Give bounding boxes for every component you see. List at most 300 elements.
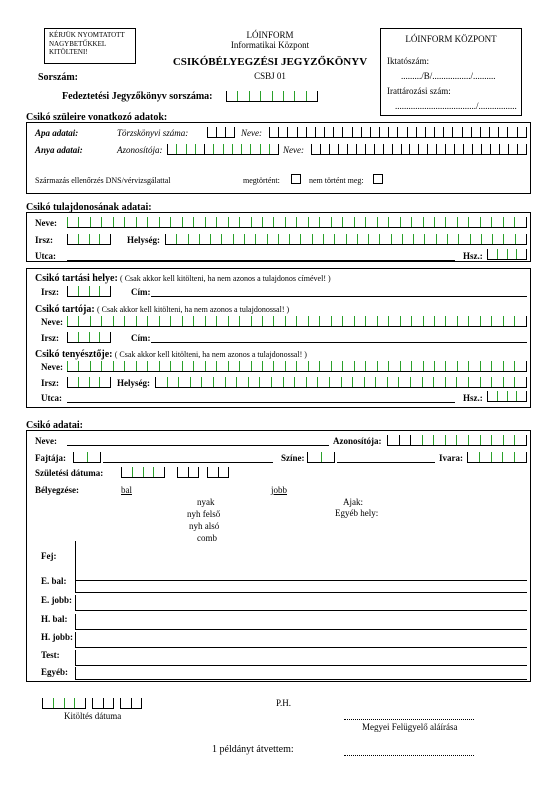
grid-cell[interactable]	[391, 234, 402, 245]
grid-cell[interactable]	[193, 217, 204, 228]
grid-cell[interactable]	[445, 316, 456, 327]
grid-cell[interactable]	[503, 316, 514, 327]
grid-cell[interactable]	[401, 144, 410, 155]
grid-cell[interactable]	[285, 361, 296, 372]
owner-neve-grid[interactable]	[67, 217, 527, 228]
grid-cell[interactable]	[507, 249, 517, 260]
grid-cell[interactable]	[352, 127, 361, 138]
grid-cell[interactable]	[480, 377, 492, 388]
grid-cell[interactable]	[480, 316, 491, 327]
apa-neve-grid[interactable]	[269, 127, 527, 138]
grid-cell[interactable]	[365, 316, 376, 327]
grid-cell[interactable]	[436, 144, 445, 155]
atvettem-line[interactable]	[344, 755, 474, 756]
grid-cell[interactable]	[413, 234, 424, 245]
grid-cell[interactable]	[342, 217, 353, 228]
grid-cell[interactable]	[228, 316, 239, 327]
breeder-helyseg-grid[interactable]	[155, 377, 527, 388]
grid-cell[interactable]	[221, 234, 232, 245]
grid-cell[interactable]	[273, 316, 284, 327]
grid-cell[interactable]	[306, 127, 315, 138]
grid-cell[interactable]	[251, 217, 262, 228]
grid-cell[interactable]	[228, 217, 239, 228]
grid-cell[interactable]	[132, 467, 143, 478]
grid-cell[interactable]	[491, 435, 503, 446]
grid-cell[interactable]	[90, 361, 101, 372]
grid-cell[interactable]	[388, 127, 397, 138]
grid-cell[interactable]	[468, 377, 480, 388]
grid-cell[interactable]	[260, 91, 271, 102]
grid-cell[interactable]	[147, 361, 158, 372]
grid-cell[interactable]	[329, 144, 338, 155]
grid-cell[interactable]	[248, 377, 260, 388]
keeper-cim-line[interactable]	[151, 296, 527, 297]
grid-cell[interactable]	[101, 316, 112, 327]
grid-cell[interactable]	[487, 391, 497, 402]
grid-cell[interactable]	[249, 91, 260, 102]
foal-szul-day[interactable]	[207, 467, 229, 478]
grid-cell[interactable]	[159, 361, 170, 372]
grid-cell[interactable]	[410, 435, 422, 446]
grid-cell[interactable]	[239, 316, 250, 327]
grid-cell[interactable]	[374, 144, 383, 155]
grid-cell[interactable]	[377, 316, 388, 327]
grid-cell[interactable]	[480, 435, 492, 446]
grid-cell[interactable]	[315, 127, 324, 138]
foal-szul-month[interactable]	[177, 467, 199, 478]
grid-cell[interactable]	[92, 698, 103, 709]
owner-utca-line[interactable]	[67, 260, 455, 261]
grid-cell[interactable]	[78, 234, 89, 245]
grid-cell[interactable]	[445, 435, 457, 446]
grid-cell[interactable]	[491, 452, 503, 463]
grid-cell[interactable]	[400, 217, 411, 228]
grid-cell[interactable]	[78, 286, 89, 297]
grid-cell[interactable]	[377, 361, 388, 372]
grid-cell[interactable]	[481, 144, 490, 155]
anya-azon-grid[interactable]	[167, 144, 279, 155]
grid-cell[interactable]	[319, 217, 330, 228]
grid-cell[interactable]	[136, 316, 147, 327]
grid-cell[interactable]	[205, 217, 216, 228]
grid-cell[interactable]	[514, 435, 527, 446]
foal-fajta-grid[interactable]	[73, 452, 101, 463]
grid-cell[interactable]	[233, 234, 244, 245]
grid-cell[interactable]	[241, 144, 250, 155]
grid-cell[interactable]	[225, 127, 235, 138]
grid-cell[interactable]	[411, 361, 422, 372]
grid-cell[interactable]	[201, 377, 213, 388]
grid-cell[interactable]	[331, 361, 342, 372]
grid-cell[interactable]	[324, 127, 333, 138]
grid-cell[interactable]	[250, 144, 259, 155]
grid-cell[interactable]	[101, 361, 112, 372]
grid-cell[interactable]	[296, 361, 307, 372]
grid-cell[interactable]	[207, 127, 216, 138]
torzs-grid[interactable]	[207, 127, 235, 138]
grid-cell[interactable]	[352, 377, 364, 388]
grid-cell[interactable]	[285, 217, 296, 228]
grid-cell[interactable]	[407, 127, 416, 138]
grid-cell[interactable]	[287, 127, 296, 138]
grid-cell[interactable]	[67, 361, 78, 372]
grid-cell[interactable]	[90, 316, 101, 327]
grid-cell[interactable]	[487, 249, 497, 260]
grid-cell[interactable]	[480, 127, 489, 138]
grid-cell[interactable]	[423, 217, 434, 228]
grid-cell[interactable]	[294, 377, 306, 388]
grid-cell[interactable]	[67, 234, 78, 245]
grid-cell[interactable]	[411, 217, 422, 228]
grid-cell[interactable]	[356, 144, 365, 155]
grid-cell[interactable]	[503, 377, 515, 388]
grid-cell[interactable]	[445, 217, 456, 228]
holder-irsz-grid[interactable]	[67, 332, 111, 343]
grid-cell[interactable]	[251, 361, 262, 372]
grid-cell[interactable]	[188, 467, 200, 478]
grid-cell[interactable]	[213, 377, 225, 388]
alairas-line[interactable]	[344, 719, 474, 720]
grid-cell[interactable]	[67, 316, 78, 327]
kitoltes-month-grid[interactable]	[92, 698, 114, 709]
grid-cell[interactable]	[457, 361, 468, 372]
grid-cell[interactable]	[423, 316, 434, 327]
grid-cell[interactable]	[470, 234, 481, 245]
grid-cell[interactable]	[308, 217, 319, 228]
holder-cim-line[interactable]	[151, 342, 527, 343]
grid-cell[interactable]	[492, 234, 503, 245]
grid-cell[interactable]	[514, 377, 527, 388]
grid-cell[interactable]	[427, 144, 436, 155]
grid-cell[interactable]	[379, 127, 388, 138]
grid-cell[interactable]	[354, 361, 365, 372]
grid-cell[interactable]	[392, 144, 401, 155]
grid-cell[interactable]	[317, 377, 329, 388]
grid-cell[interactable]	[434, 217, 445, 228]
grid-cell[interactable]	[78, 332, 89, 343]
grid-cell[interactable]	[226, 91, 237, 102]
grid-cell[interactable]	[333, 127, 342, 138]
grid-cell[interactable]	[368, 234, 379, 245]
grid-cell[interactable]	[341, 377, 353, 388]
grid-cell[interactable]	[400, 361, 411, 372]
grid-cell[interactable]	[273, 217, 284, 228]
grid-cell[interactable]	[331, 316, 342, 327]
grid-cell[interactable]	[423, 361, 434, 372]
owner-hsz-grid[interactable]	[487, 249, 527, 260]
grid-cell[interactable]	[388, 361, 399, 372]
grid-cell[interactable]	[216, 127, 225, 138]
grid-cell[interactable]	[210, 234, 221, 245]
mark-row-test-box[interactable]	[75, 650, 527, 666]
grid-cell[interactable]	[159, 217, 170, 228]
grid-cell[interactable]	[507, 391, 517, 402]
grid-cell[interactable]	[103, 698, 115, 709]
mark-row-fej-box[interactable]	[75, 541, 527, 581]
grid-cell[interactable]	[375, 377, 387, 388]
grid-cell[interactable]	[445, 144, 454, 155]
grid-cell[interactable]	[387, 435, 399, 446]
grid-cell[interactable]	[491, 316, 502, 327]
grid-cell[interactable]	[99, 286, 111, 297]
keeper-irsz-grid[interactable]	[67, 286, 111, 297]
grid-cell[interactable]	[342, 361, 353, 372]
grid-cell[interactable]	[503, 217, 514, 228]
grid-cell[interactable]	[267, 234, 278, 245]
grid-cell[interactable]	[262, 316, 273, 327]
grid-cell[interactable]	[113, 217, 124, 228]
grid-cell[interactable]	[190, 377, 202, 388]
grid-cell[interactable]	[153, 467, 165, 478]
iktato-value[interactable]: ........./B/................./..........	[401, 71, 496, 81]
grid-cell[interactable]	[74, 698, 86, 709]
grid-cell[interactable]	[188, 234, 199, 245]
grid-cell[interactable]	[89, 377, 100, 388]
grid-cell[interactable]	[347, 144, 356, 155]
grid-cell[interactable]	[216, 217, 227, 228]
foal-fajta-line[interactable]	[103, 462, 273, 463]
grid-cell[interactable]	[517, 144, 527, 155]
grid-cell[interactable]	[193, 316, 204, 327]
grid-cell[interactable]	[251, 316, 262, 327]
breeder-hsz-grid[interactable]	[487, 391, 527, 402]
grid-cell[interactable]	[319, 361, 330, 372]
grid-cell[interactable]	[99, 377, 111, 388]
grid-cell[interactable]	[170, 217, 181, 228]
grid-cell[interactable]	[273, 361, 284, 372]
grid-cell[interactable]	[329, 377, 341, 388]
grid-cell[interactable]	[400, 316, 411, 327]
grid-cell[interactable]	[462, 127, 471, 138]
grid-cell[interactable]	[294, 91, 305, 102]
breeder-neve-grid[interactable]	[67, 361, 527, 372]
grid-cell[interactable]	[296, 316, 307, 327]
grid-cell[interactable]	[468, 361, 479, 372]
grid-cell[interactable]	[399, 435, 411, 446]
grid-cell[interactable]	[361, 127, 370, 138]
grid-cell[interactable]	[78, 316, 89, 327]
grid-cell[interactable]	[379, 234, 390, 245]
grid-cell[interactable]	[342, 316, 353, 327]
grid-cell[interactable]	[468, 316, 479, 327]
grid-cell[interactable]	[159, 316, 170, 327]
grid-cell[interactable]	[387, 377, 399, 388]
grid-cell[interactable]	[467, 452, 479, 463]
grid-cell[interactable]	[78, 217, 89, 228]
grid-cell[interactable]	[490, 144, 499, 155]
grid-cell[interactable]	[458, 234, 469, 245]
grid-cell[interactable]	[272, 91, 283, 102]
grid-cell[interactable]	[489, 127, 498, 138]
grid-cell[interactable]	[312, 234, 323, 245]
grid-cell[interactable]	[237, 91, 248, 102]
grid-cell[interactable]	[491, 377, 503, 388]
grid-cell[interactable]	[445, 377, 457, 388]
grid-cell[interactable]	[388, 217, 399, 228]
grid-cell[interactable]	[445, 361, 456, 372]
grid-cell[interactable]	[321, 452, 336, 463]
grid-cell[interactable]	[433, 377, 445, 388]
grid-cell[interactable]	[503, 361, 514, 372]
grid-cell[interactable]	[207, 467, 218, 478]
anya-neve-grid[interactable]	[311, 144, 527, 155]
grid-cell[interactable]	[262, 361, 273, 372]
grid-cell[interactable]	[514, 316, 526, 327]
nemtortent-checkbox[interactable]	[373, 174, 383, 184]
grid-cell[interactable]	[223, 144, 232, 155]
foal-ivara-grid[interactable]	[467, 452, 527, 463]
grid-cell[interactable]	[514, 217, 526, 228]
grid-cell[interactable]	[411, 316, 422, 327]
grid-cell[interactable]	[516, 249, 527, 260]
grid-cell[interactable]	[422, 435, 434, 446]
grid-cell[interactable]	[508, 144, 517, 155]
grid-cell[interactable]	[113, 316, 124, 327]
grid-cell[interactable]	[388, 316, 399, 327]
grid-cell[interactable]	[99, 332, 111, 343]
grid-cell[interactable]	[285, 316, 296, 327]
grid-cell[interactable]	[434, 361, 445, 372]
grid-cell[interactable]	[124, 217, 135, 228]
grid-cell[interactable]	[418, 144, 427, 155]
grid-cell[interactable]	[416, 127, 425, 138]
grid-cell[interactable]	[269, 144, 279, 155]
grid-cell[interactable]	[323, 234, 334, 245]
grid-cell[interactable]	[167, 377, 179, 388]
grid-cell[interactable]	[199, 234, 210, 245]
grid-cell[interactable]	[73, 452, 87, 463]
grid-cell[interactable]	[170, 361, 181, 372]
grid-cell[interactable]	[269, 127, 278, 138]
holder-neve-grid[interactable]	[67, 316, 527, 327]
grid-cell[interactable]	[255, 234, 266, 245]
grid-cell[interactable]	[278, 234, 289, 245]
grid-cell[interactable]	[300, 234, 311, 245]
grid-cell[interactable]	[434, 127, 443, 138]
grid-cell[interactable]	[454, 144, 463, 155]
grid-cell[interactable]	[78, 377, 89, 388]
grid-cell[interactable]	[308, 316, 319, 327]
grid-cell[interactable]	[516, 391, 527, 402]
grid-cell[interactable]	[311, 144, 320, 155]
grid-cell[interactable]	[308, 361, 319, 372]
grid-cell[interactable]	[177, 467, 188, 478]
foal-szine-line[interactable]	[337, 462, 435, 463]
grid-cell[interactable]	[239, 217, 250, 228]
grid-cell[interactable]	[136, 217, 147, 228]
mark-row-hbal-box[interactable]	[75, 614, 527, 630]
breeder-irsz-grid[interactable]	[67, 377, 111, 388]
grid-cell[interactable]	[232, 144, 241, 155]
grid-cell[interactable]	[271, 377, 283, 388]
grid-cell[interactable]	[67, 217, 78, 228]
grid-cell[interactable]	[155, 377, 167, 388]
grid-cell[interactable]	[472, 144, 481, 155]
grid-cell[interactable]	[176, 144, 185, 155]
grid-cell[interactable]	[182, 217, 193, 228]
mark-row-ejobb-box[interactable]	[75, 595, 527, 611]
grid-cell[interactable]	[507, 127, 516, 138]
grid-cell[interactable]	[260, 144, 269, 155]
grid-cell[interactable]	[331, 217, 342, 228]
kitoltes-day-grid[interactable]	[120, 698, 142, 709]
grid-cell[interactable]	[480, 361, 491, 372]
owner-helyseg-grid[interactable]	[165, 234, 527, 245]
grid-cell[interactable]	[113, 361, 124, 372]
grid-cell[interactable]	[357, 234, 368, 245]
mark-row-ebal-box[interactable]	[75, 577, 527, 593]
fedezteti-grid[interactable]	[226, 91, 318, 102]
grid-cell[interactable]	[468, 435, 480, 446]
grid-cell[interactable]	[147, 217, 158, 228]
grid-cell[interactable]	[498, 127, 507, 138]
grid-cell[interactable]	[354, 217, 365, 228]
grid-cell[interactable]	[124, 361, 135, 372]
grid-cell[interactable]	[205, 316, 216, 327]
grid-cell[interactable]	[89, 332, 100, 343]
grid-cell[interactable]	[499, 144, 508, 155]
owner-irsz-grid[interactable]	[67, 234, 111, 245]
grid-cell[interactable]	[468, 217, 479, 228]
grid-cell[interactable]	[259, 377, 271, 388]
grid-cell[interactable]	[278, 127, 287, 138]
grid-cell[interactable]	[193, 361, 204, 372]
grid-cell[interactable]	[297, 127, 306, 138]
grid-cell[interactable]	[365, 217, 376, 228]
grid-cell[interactable]	[121, 467, 132, 478]
grid-cell[interactable]	[262, 217, 273, 228]
grid-cell[interactable]	[143, 467, 154, 478]
grid-cell[interactable]	[204, 144, 213, 155]
grid-cell[interactable]	[182, 361, 193, 372]
grid-cell[interactable]	[178, 377, 190, 388]
grid-cell[interactable]	[456, 435, 468, 446]
grid-cell[interactable]	[364, 377, 376, 388]
grid-cell[interactable]	[346, 234, 357, 245]
grid-cell[interactable]	[306, 377, 318, 388]
grid-cell[interactable]	[424, 234, 435, 245]
grid-cell[interactable]	[147, 316, 158, 327]
grid-cell[interactable]	[216, 316, 227, 327]
grid-cell[interactable]	[320, 144, 329, 155]
grid-cell[interactable]	[503, 435, 515, 446]
grid-cell[interactable]	[244, 234, 255, 245]
grid-cell[interactable]	[365, 361, 376, 372]
grid-cell[interactable]	[205, 361, 216, 372]
grid-cell[interactable]	[334, 234, 345, 245]
grid-cell[interactable]	[342, 127, 351, 138]
grid-cell[interactable]	[452, 127, 461, 138]
grid-cell[interactable]	[124, 316, 135, 327]
grid-cell[interactable]	[491, 361, 502, 372]
kitoltes-year-grid[interactable]	[42, 698, 86, 709]
grid-cell[interactable]	[99, 234, 111, 245]
grid-cell[interactable]	[89, 234, 100, 245]
grid-cell[interactable]	[436, 234, 447, 245]
grid-cell[interactable]	[176, 234, 187, 245]
grid-cell[interactable]	[289, 234, 300, 245]
grid-cell[interactable]	[225, 377, 237, 388]
grid-cell[interactable]	[517, 127, 527, 138]
grid-cell[interactable]	[463, 144, 472, 155]
grid-cell[interactable]	[456, 377, 468, 388]
megtortent-checkbox[interactable]	[291, 174, 301, 184]
grid-cell[interactable]	[182, 316, 193, 327]
grid-cell[interactable]	[228, 361, 239, 372]
grid-cell[interactable]	[425, 127, 434, 138]
grid-cell[interactable]	[514, 452, 527, 463]
grid-cell[interactable]	[296, 217, 307, 228]
